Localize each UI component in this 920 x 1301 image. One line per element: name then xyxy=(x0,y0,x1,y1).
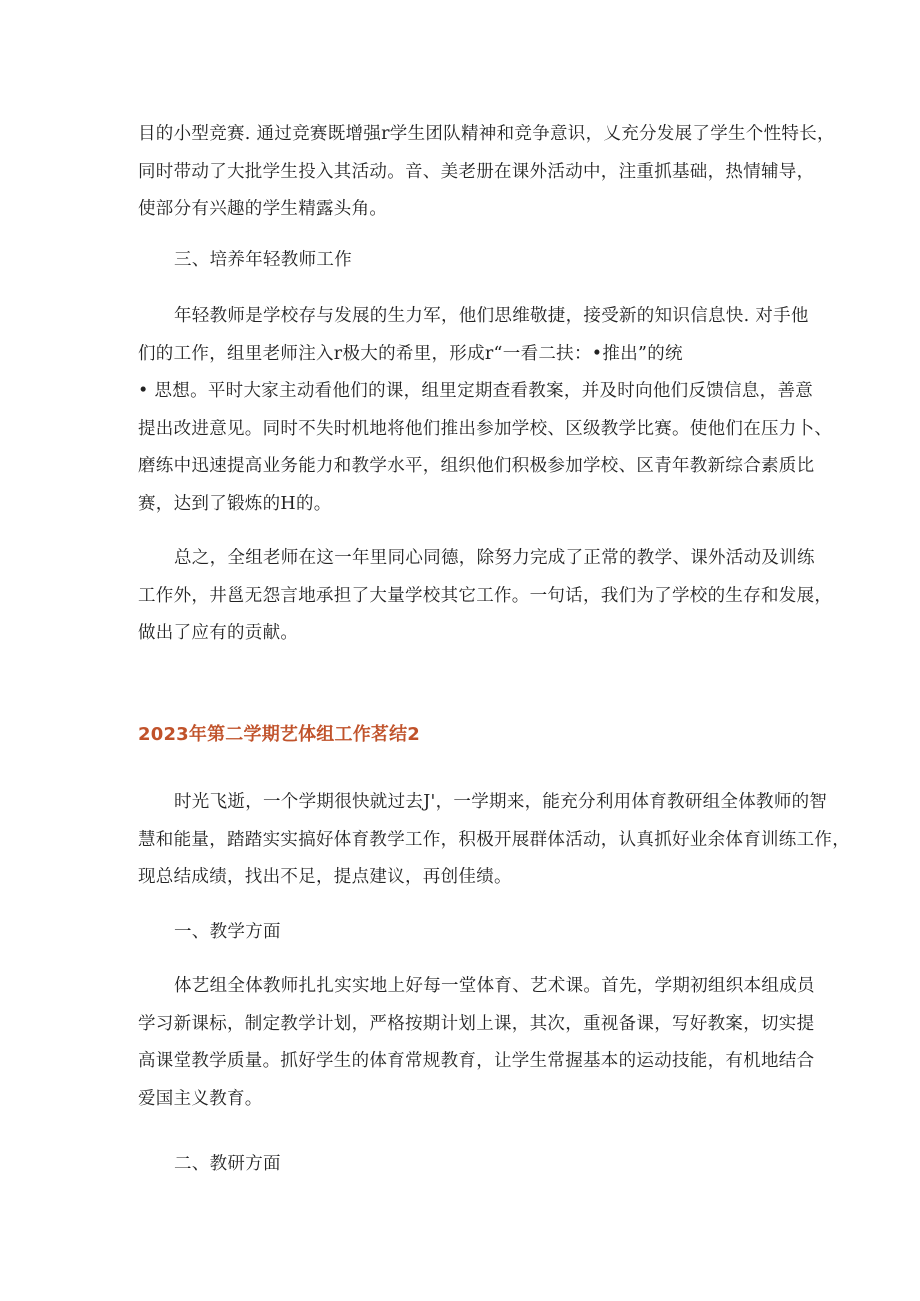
text-line: 现总结成绩，找出不足，提点建议，再创佳绩。 xyxy=(138,867,512,887)
text-line: 总之，全组老师在这一年里同心同德，除努力完成了正常的教学、课外活动及训练 xyxy=(174,548,815,568)
text-line: 提出改进意见。同时不失时机地将他们推出参加学校、区级教学比赛。使他们在压力卜、 xyxy=(138,418,833,439)
text-line: 高课堂教学质量。抓好学生的体育常规教育，让学生常握基本的运动技能，有机地结合 xyxy=(138,1051,815,1071)
paragraph-intro xyxy=(138,784,850,897)
paragraph-summary xyxy=(138,540,833,653)
text-line: 目的小型竞赛. 通过竞赛既增强r学生团队精神和竞争意识，乂充分发展了学生个性特长， xyxy=(138,124,835,144)
text-line: 学习新课标，制定教学计划，严格按期计划上课，其次，重视备课，写好教案，切实提 xyxy=(138,1013,815,1034)
text-line: 使部分有兴趣的学生精露头角。 xyxy=(138,199,388,219)
text-line: 们的工作，组里老师注入r极大的希里，形成r“一看二扶：•推出”的统 xyxy=(138,343,683,364)
text-line: 赛，达到了锻炼的H的。 xyxy=(138,493,332,514)
section-heading-young-teachers: 三、培养年轻教师工作 xyxy=(174,250,352,270)
text-line: • 思想。平时大家主动看他们的课，组里定期查看教案，并及时向他们反馈信息，善意 xyxy=(138,381,814,401)
text-line: 磨练中迅速提高业务能力和教学水平，组织他们积极参加学校、区青年教新综合素质比 xyxy=(138,456,815,476)
text-line: 同时带动了大批学生投入其活动。音、美老册在课外活动中，注重抓基础，热情辅导， xyxy=(138,161,815,182)
text-line: 体艺组全体教师扎扎实实地上好每一堂体育、艺术课。首先，学期初组织本组成员 xyxy=(174,976,815,996)
paragraph-young-teachers xyxy=(138,298,833,523)
paragraph-competitions xyxy=(138,116,835,229)
section-heading-teaching: 一、教学方面 xyxy=(174,922,281,942)
paragraph-teaching xyxy=(138,968,815,1118)
text-line: 工作外，井邕无怨言地承担了大量学校其它工作。一句话，我们为了学校的生存和发展， xyxy=(138,585,833,606)
text-line: 时光飞逝，一个学期很快就过去J'，一学期来，能充分利用体育教研组全体教师的智 xyxy=(174,792,828,812)
text-line: 慧和能量，踏踏实实搞好体育教学工作，积极开展群体活动，认真抓好业余体育训练工作， xyxy=(138,829,850,850)
text-line: 爱国主义教育。 xyxy=(138,1088,263,1109)
section-heading-research: 二、教研方面 xyxy=(174,1154,281,1174)
text-line: 年轻教师是学校存与发展的生力军，他们思维敬捷，接受新的知识信息快. 对手他 xyxy=(174,306,809,326)
text-line: 做出了应有的贡献。 xyxy=(138,623,299,643)
section-title: 2023年第二学期艺体组工作茗结2 xyxy=(138,724,421,745)
